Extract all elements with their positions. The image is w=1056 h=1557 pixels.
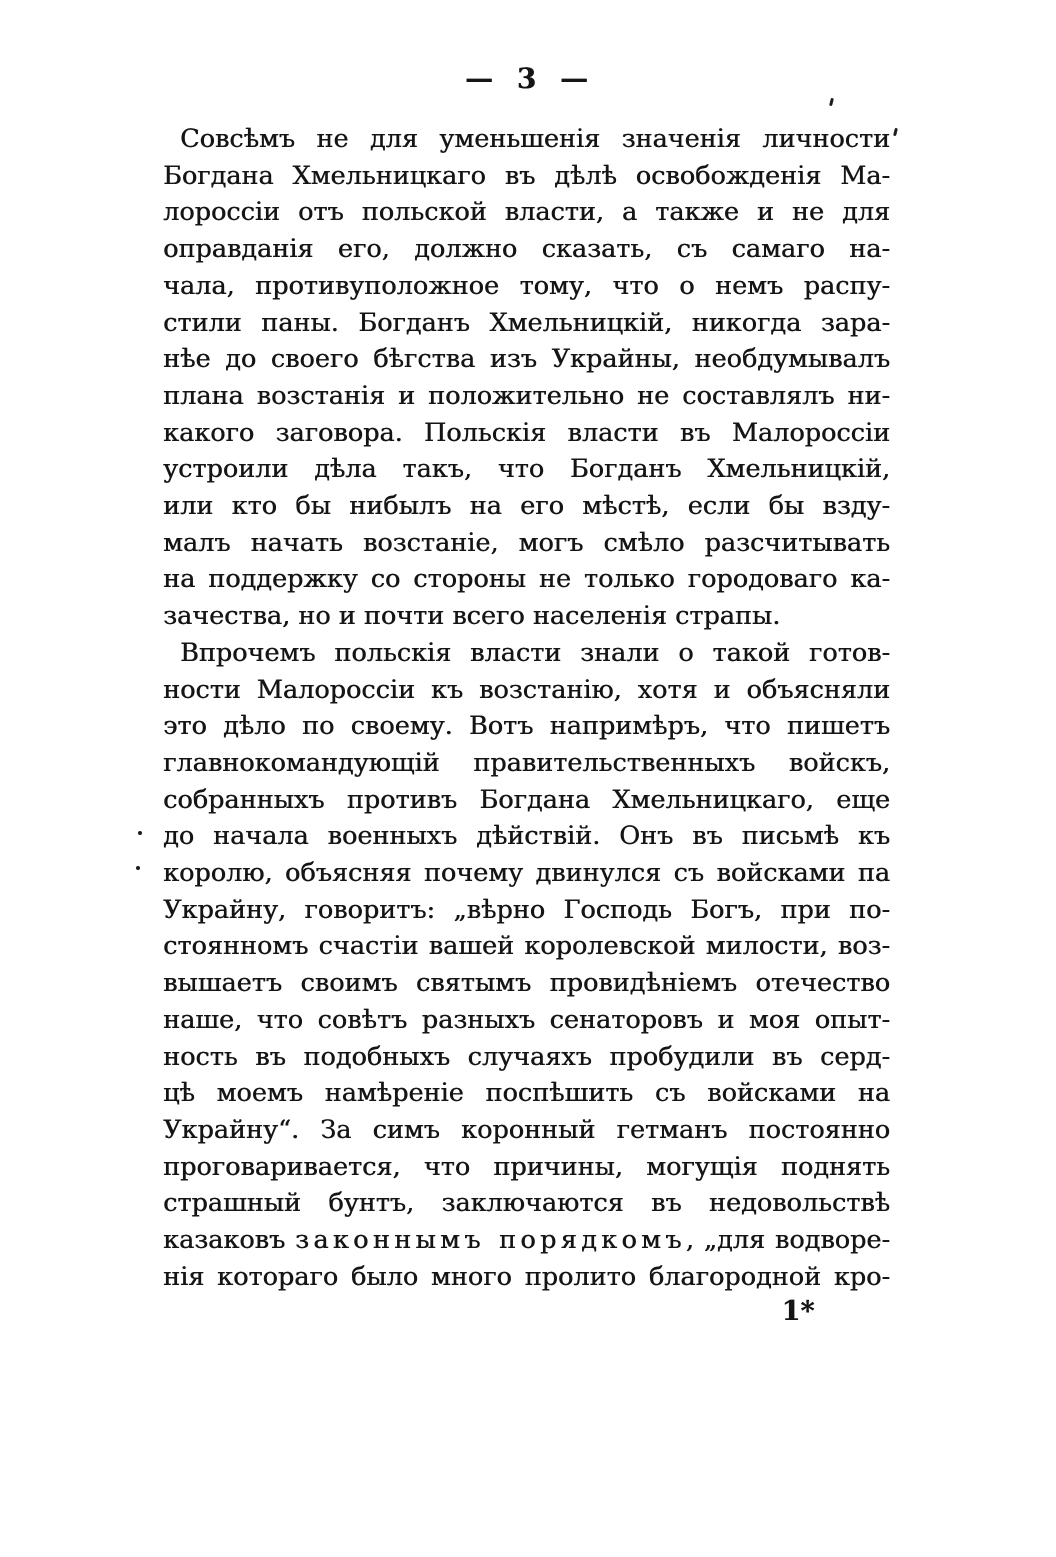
text-line: Совсѣмъ не для уменьшенія значенія личности	[180, 124, 890, 154]
text-line: стили паны. Богданъ Хмельницкій, никогда зара-	[163, 307, 890, 338]
text-line: цѣ моемъ намѣреніе поспѣшить съ войсками на	[163, 1078, 890, 1109]
text-line: вышаетъ своимъ святымъ провидѣніемъ отечество	[163, 968, 890, 999]
text-line: Богдана Хмельницкаго въ дѣлѣ освобожденія Ма-	[163, 160, 890, 191]
text-line: Украйну, говоритъ: „вѣрно Господь Богъ, при по-	[163, 894, 890, 925]
text-line: ность въ подобныхъ случаяхъ пробудили въ серд-	[163, 1041, 890, 1072]
text-line: оправданія его, должно сказать, съ самаго на-	[163, 234, 890, 265]
scan-artifact-tick	[829, 98, 834, 106]
emphasis-phrase: законнымъ порядкомъ	[295, 1225, 686, 1256]
emphasis-prefix: казаковъ	[163, 1225, 286, 1256]
text-block	[163, 121, 890, 1296]
text-line: наше, что совѣтъ разныхъ сенаторовъ и моя опыт-	[163, 1004, 890, 1035]
text-line: собранныхъ противъ Богдана Хмельницкаго, еще	[163, 784, 890, 815]
text-line: королю, объясняя почему двинулся съ войсками па	[163, 858, 890, 889]
text-line-emphasis	[163, 1222, 890, 1259]
text-line: чала, противуположное тому, что о немъ распу-	[163, 270, 890, 301]
text-line: Украйну“. За симъ коронный гетманъ постоянно	[163, 1114, 890, 1145]
text-line: нѣе до своего бѣгства изъ Украйны, необдумывалъ	[163, 344, 890, 375]
scan-artifact-tick	[893, 128, 898, 136]
text-line: зачества, но и почти всего населенія страпы.	[163, 601, 781, 632]
text-line: до начала военныхъ дѣйствій. Онъ въ письмѣ къ	[163, 821, 890, 852]
text-line: стоянномъ счастіи вашей королевской милости, воз-	[163, 931, 890, 962]
scan-artifact-dot	[136, 866, 140, 870]
text-line: Впрочемъ польскія власти знали о такой готов-	[180, 637, 890, 668]
text-line: устроили дѣла такъ, что Богданъ Хмельницкій,	[163, 454, 890, 485]
text-line: страшный бунтъ, заключаются въ недовольствѣ	[163, 1188, 890, 1219]
text-line: проговаривается, что причины, могущія поднять	[163, 1151, 890, 1182]
text-line: на поддержку со стороны не только городоваго ка-	[163, 564, 890, 595]
page-number: — 3 —	[465, 62, 588, 95]
text-line: нія котораго было много пролито благородной кро-	[163, 1261, 890, 1292]
text-line: главнокомандующій правительственныхъ войскъ,	[163, 747, 890, 778]
emphasis-suffix: , „для водворе-	[685, 1225, 890, 1256]
text-line: ности Малороссіи къ возстанію, хотя и объясняли	[163, 674, 890, 705]
text-line: или кто бы нибылъ на его мѣстѣ, если бы взду-	[163, 491, 890, 522]
text-line: это дѣло по своему. Вотъ напримѣръ, что пишетъ	[163, 711, 890, 742]
text-line: малъ начать возстаніе, могъ смѣло разсчитывать	[163, 527, 890, 558]
scan-artifact-dot	[138, 831, 142, 835]
signature-mark: 1*	[781, 1296, 815, 1327]
text-line: лороссіи отъ польской власти, а также и не для	[163, 197, 890, 228]
text-line: какого заговора. Польскія власти въ Малороссіи	[163, 417, 890, 448]
text-line: плана возстанія и положительно не составлялъ ни-	[163, 380, 890, 411]
